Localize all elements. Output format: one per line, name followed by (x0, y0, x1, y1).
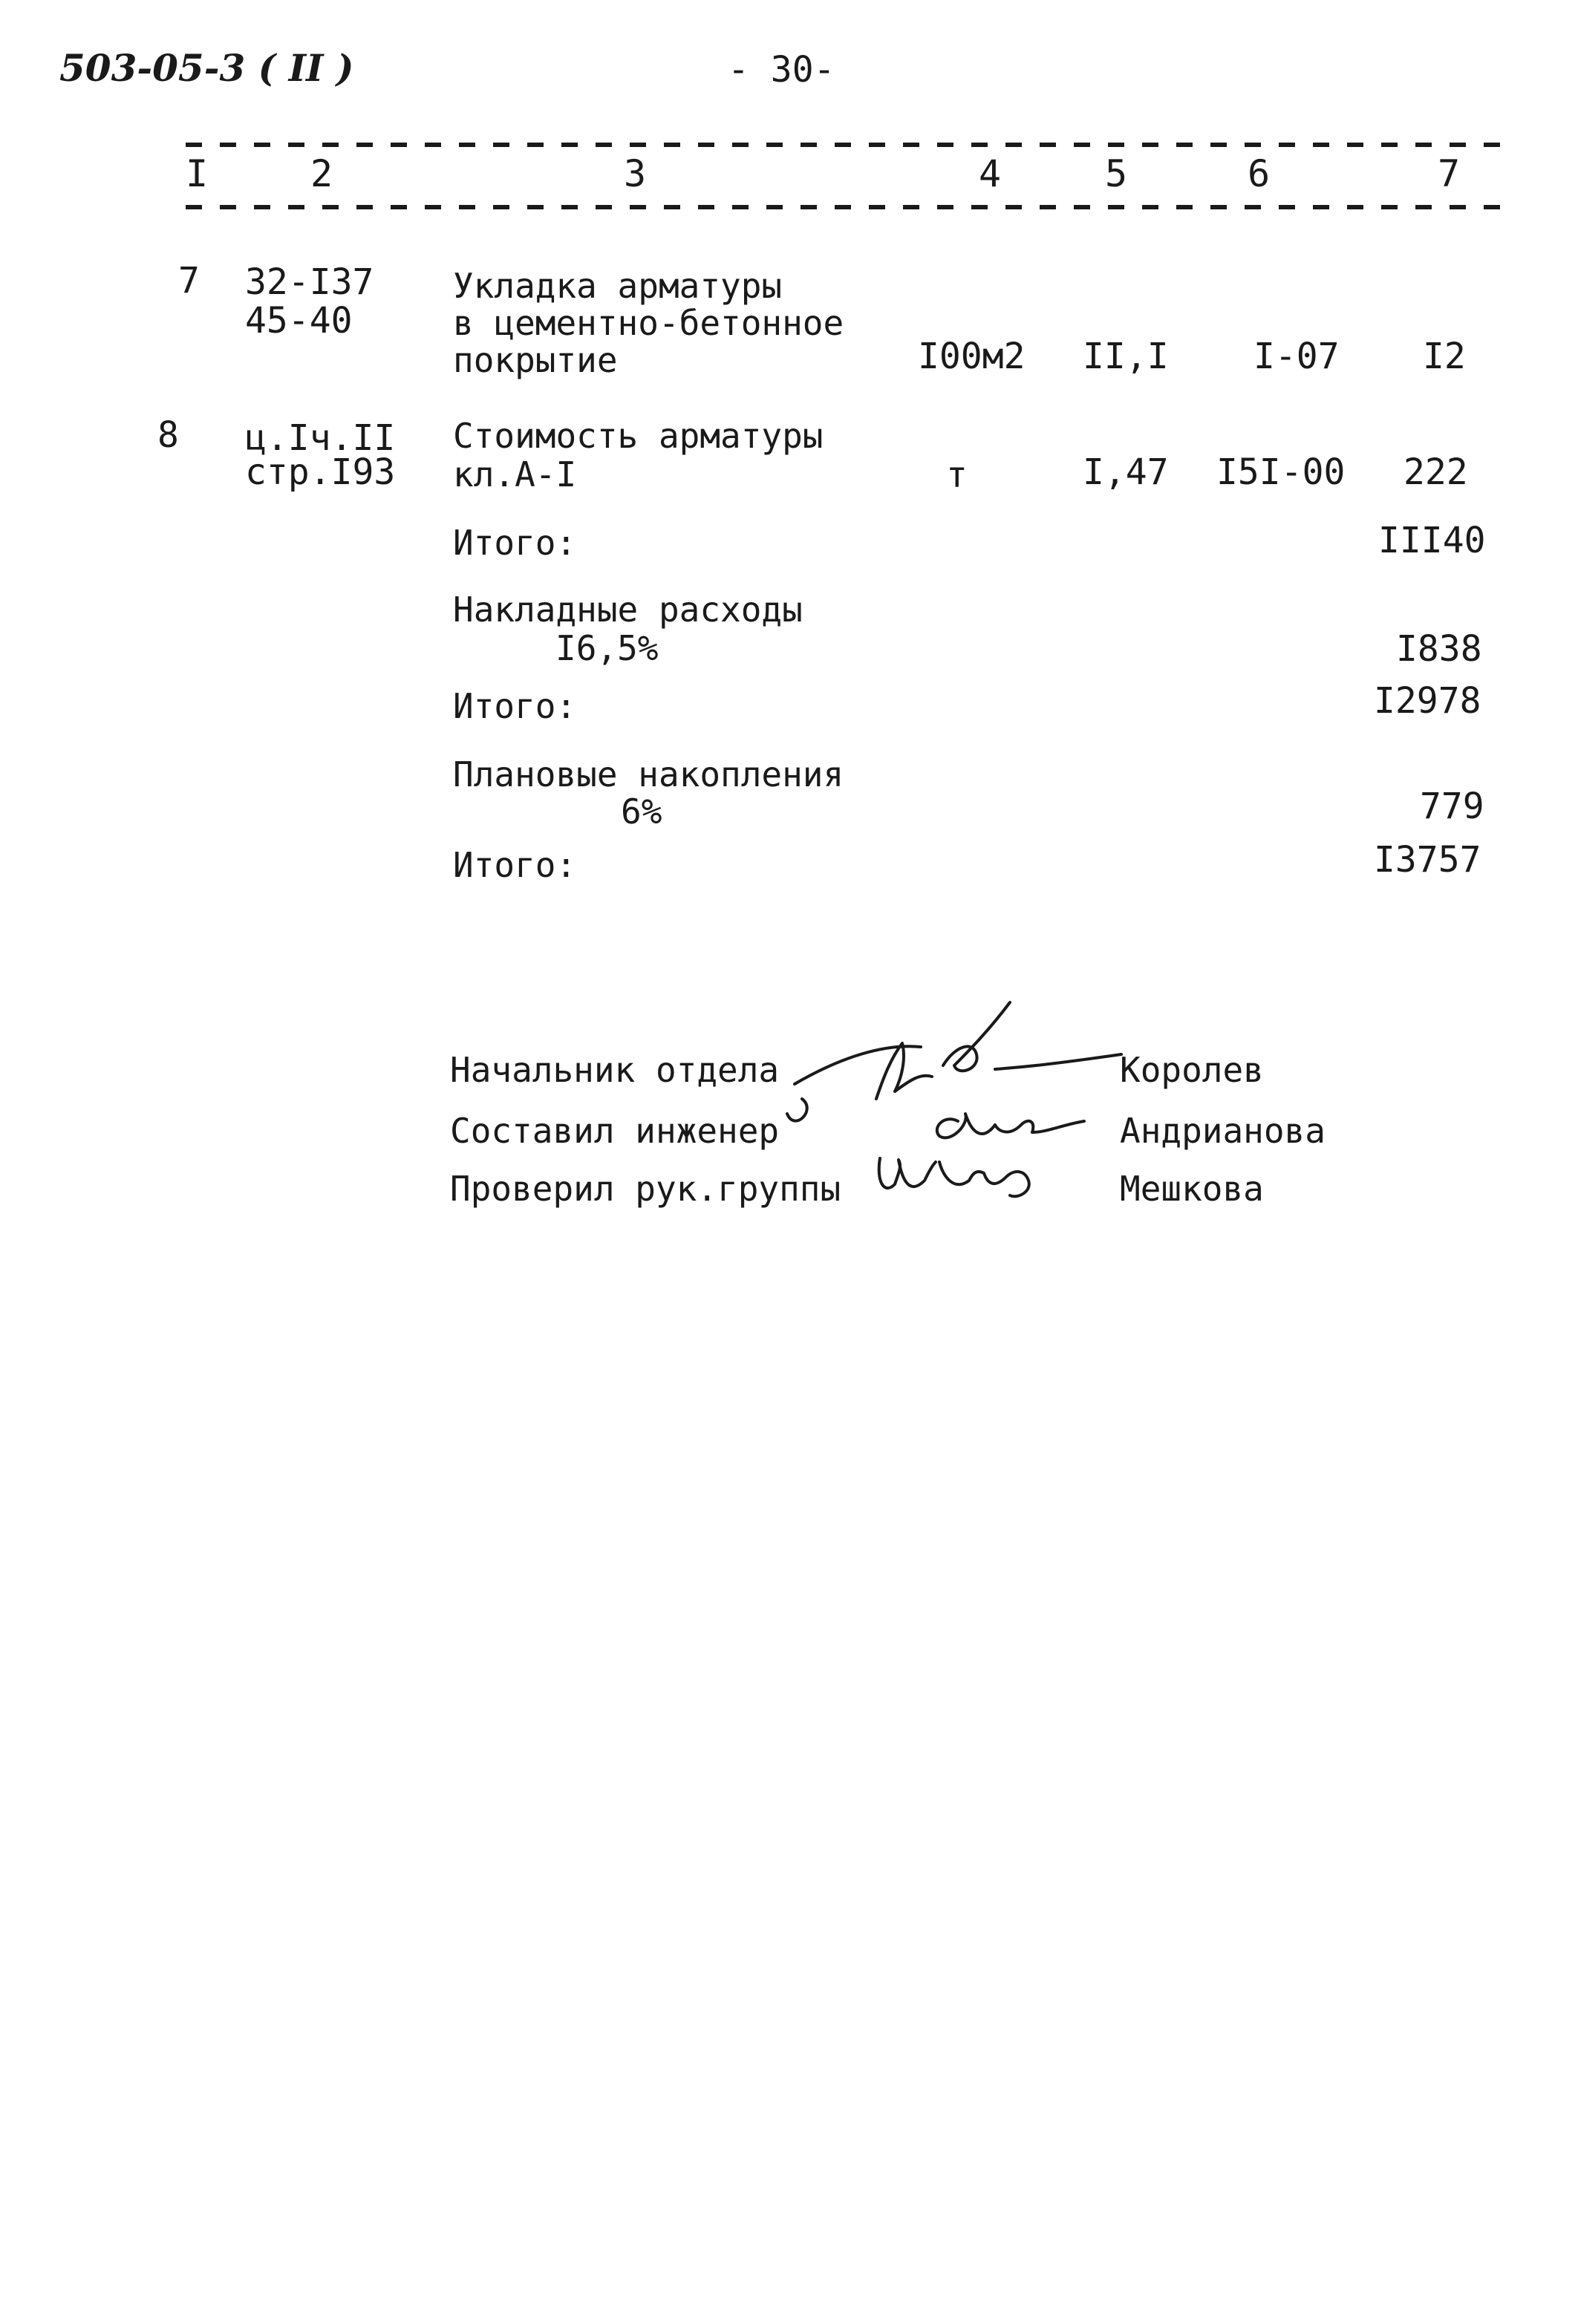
row-total: I2 (1423, 336, 1466, 377)
row-description: в цементно-бетонное (453, 303, 844, 343)
column-header-1: I (186, 152, 209, 195)
signature-name-head: Королев (1120, 1050, 1264, 1090)
signature-role-checker: Проверил рук.группы (450, 1169, 841, 1209)
header-top-dashed-rule (186, 143, 1515, 147)
row-unit-price: I5I-00 (1216, 451, 1346, 493)
handwritten-signatures-icon (772, 988, 1129, 1210)
overhead-rate: I6,5% (555, 628, 659, 668)
row-code-sub: 45-40 (245, 300, 353, 342)
row-description: Стоимость арматуры (453, 416, 824, 456)
signature-role-head: Начальник отдела (450, 1050, 780, 1090)
row-total: 222 (1403, 451, 1468, 493)
planned-savings-label: Плановые накопления (453, 754, 844, 794)
row-code-sub: стр.I93 (245, 451, 396, 493)
header-bottom-dashed-rule (186, 205, 1515, 209)
row-quantity: I,47 (1083, 451, 1169, 493)
planned-savings-value: 779 (1420, 786, 1484, 827)
row-code: ц.Iч.II (245, 417, 396, 459)
overhead-label: Накладные расходы (453, 590, 803, 630)
row-number: 7 (178, 260, 200, 301)
overhead-value: I838 (1396, 628, 1482, 670)
total-label: Итого: (453, 845, 577, 885)
signature-name-engineer: Андрианова (1120, 1111, 1326, 1151)
row-unit-price: I-07 (1253, 336, 1340, 377)
row-description: кл.А-I (453, 454, 577, 494)
column-header-2: 2 (310, 152, 333, 195)
row-number: 8 (157, 414, 179, 456)
column-header-3: 3 (624, 152, 647, 195)
column-header-6: 6 (1248, 152, 1271, 195)
row-unit: I00м2 (918, 336, 1026, 377)
row-description: покрытие (453, 340, 618, 380)
page-number: - 30- (728, 49, 835, 91)
column-header-5: 5 (1105, 152, 1128, 195)
subtotal-value: I2978 (1374, 680, 1481, 722)
row-description: Укладка арматуры (453, 266, 783, 306)
subtotal-value: III40 (1378, 520, 1486, 561)
row-quantity: II,I (1083, 336, 1169, 377)
signature-name-checker: Мешкова (1120, 1169, 1264, 1209)
subtotal-label: Итого: (453, 523, 577, 563)
signature-role-engineer: Составил инженер (450, 1111, 780, 1151)
planned-savings-rate: 6% (621, 791, 662, 832)
column-header-4: 4 (979, 152, 1002, 195)
row-unit: т (946, 454, 968, 496)
document-code: 503-05-3 ( II ) (59, 46, 354, 90)
column-header-7: 7 (1438, 152, 1461, 195)
subtotal-label: Итого: (453, 686, 577, 726)
total-value: I3757 (1374, 839, 1481, 881)
row-code: 32-I37 (245, 261, 374, 303)
